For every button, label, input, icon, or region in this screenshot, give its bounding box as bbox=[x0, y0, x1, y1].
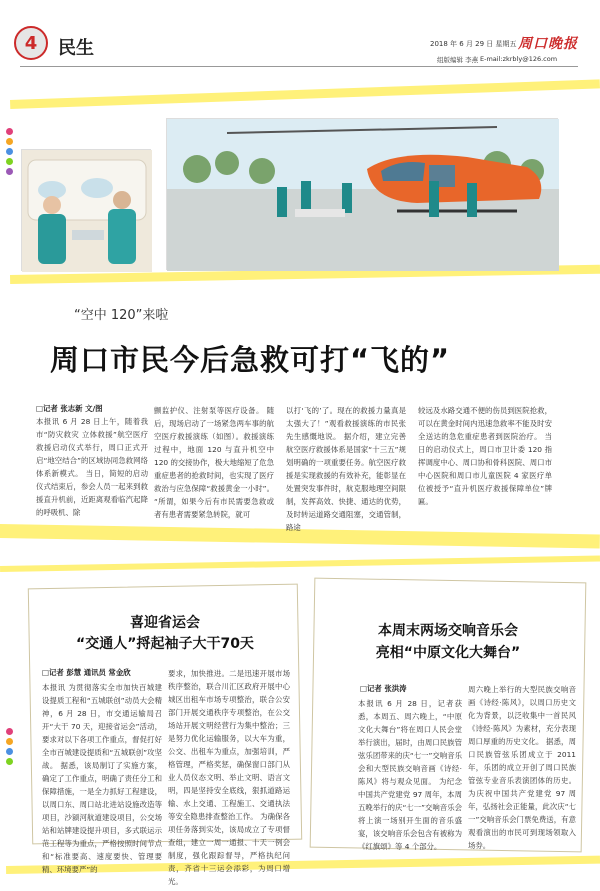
right-headline-line1: 本周末两场交响音乐会 bbox=[378, 623, 518, 639]
decorative-stripe bbox=[10, 79, 600, 109]
contact-email: E-mail:zkrbly@126.com bbox=[480, 55, 558, 63]
main-byline: □记者 张志新 文/图 bbox=[36, 404, 103, 413]
editor-credit: 组版编辑 李燕 bbox=[437, 56, 479, 64]
main-headline: 周口市民今后急救可打“飞的” bbox=[50, 343, 451, 377]
photo-medics-in-cabin bbox=[21, 149, 151, 271]
newspaper-logo: 周口晚报 bbox=[518, 36, 578, 52]
decorative-dot bbox=[6, 738, 13, 745]
right-byline: □记者 张洪涛 bbox=[360, 684, 407, 693]
decorative-dot bbox=[6, 728, 13, 735]
decorative-dot bbox=[6, 158, 13, 165]
main-column-1: 本报讯 6 月 28 日上午，随着我市“防灾救灾 立体救援”航空医疗救援启动仪式举行，周口正式开启“地空结合”的区域协同急救网络体系新模式。 当日，简短的启动仪式结束后，参会人员一起来到救援直升机前，近距离观看临汽起降的呼吸机、除 bbox=[36, 417, 148, 517]
left-column-1: 本报讯 为贯彻落实全市加快百城建设提质工程和“五城联创”动员大会精神，6 月 28 日，市交通运输局召开“大干 70 天，迎接省运会”活动，要求对以下各项工作重点，督促打好全市百城建设提质和“五城联创”攻坚战。 据悉，该局制订了实施方案，确定了工作重点，明确了责任分工和保障措施，一是全力抓好工程建设，以周口东、周口站北进站设施改造等项目，沙颍河航道建设项目，公交场站和站牌建设提升项目，多式联运示范工程等为重点，严格按照时间节点和“标准要高、速度要快、管理要精、环境要严”的 bbox=[42, 683, 162, 874]
decorative-dot bbox=[6, 758, 13, 765]
left-headline-line2: “交通人”捋起袖子大干70天 bbox=[76, 636, 254, 652]
decorative-dot bbox=[6, 748, 13, 755]
decorative-dot bbox=[6, 138, 13, 145]
decorative-dot bbox=[6, 128, 13, 135]
decorative-stripe bbox=[0, 556, 600, 572]
decorative-dot bbox=[6, 168, 13, 175]
page-number-badge bbox=[14, 26, 48, 60]
left-headline-line1: 喜迎省运会 bbox=[130, 615, 200, 631]
decorative-dot bbox=[6, 148, 13, 155]
header-divider bbox=[20, 66, 578, 67]
page-number: 4 bbox=[24, 32, 38, 54]
main-column-4: 较远及水路交通不便的伤员到医院抢救，可以在黄金时间内迅速急救率不能及时安全送达的急危重症患者到医院治疗。 当日的启动仪式上，周口市卫计委 120 指挥调度中心、周口协和骨科医院、周口市中心医院和周口市儿童医院 4 家医疗单位被授予“直升机医疗救援保障单位”牌匾。 bbox=[418, 406, 552, 506]
story-kicker: “空中 120”来啦 bbox=[74, 308, 169, 323]
right-headline-line2: 亮相“中原文化大舞台” bbox=[375, 645, 521, 661]
left-column-2: 要求，加快推进。二是迅速开展市场秩序整治，联合川汇区政府开展中心城区出租车市场专项整治，联合公安部门开展交通秩序专项整治，在公交场站开展文明经营行为集中整治；三是努力优化运输服务，以大车为重，公交、出租车为重点，加强培训，严格管理，严格奖惩，确保窗口部门从业人员仪态文明、举止文明、语言文明，四是坚持安全底线，狠抓道路运输、水上交通、工程施工、交通执法等安全隐患排查整治工作。 为确保各项任务落到实处，该局成立了专项督查组，建立一周一通报、十天一例会制度，强化跟踪督导，严格执纪问责，齐省十三运会添彩，为周口增光。 bbox=[168, 669, 290, 886]
section-title: 民生 bbox=[58, 38, 94, 59]
main-column-2: 颤监护仪、注射泵等医疗设备。 随后，现场启动了一场紧急两车事的航空医疗救援演练（如图）。救援演练过程中，地面 120 与直升机空中 120 的交接协作，极大地缩短了危急重症患者的抢救时间，也实现了医疗救治与应急保障“救援黄金一小时”。 “所谓，如果今后有市民需要急救或者有患者需要紧急转院，就可 bbox=[154, 406, 274, 519]
left-byline: □记者 彭慧 通讯员 常金欣 bbox=[42, 668, 131, 677]
main-column-3: 以打‘飞的’了。现在的救援力量真是太强大了！”观看救援演练的市民张先生感慨地说。 据介绍，建立完善航空医疗救援体系是国家“十三五”规划明确的一项重要任务。航空医疗救援是实现救援的有效补充，能彰显在处置突发事件时，航克服地理空间限制，发挥高效、快捷、通达的优势，及时转运道路交通阻塞，交通管制，路途 bbox=[286, 406, 406, 532]
right-column-2: 周六晚上举行的大型民族交响音画《诗经·陈风》，以周口历史文化为背景，以泛收集中一首民风《诗经·陈风》为素材，充分表现周口厚重的历史文化。 据悉，周口民族管弦乐团成立于 2011 年，乐团的成立开创了周口民族管弦专业音乐表演团体的历史。为庆祝中国共产党建党 97 周年，弘扬社会正能量，此次庆“七一”交响音乐会门票免费送，有意观看演出的市民可到现场领取入场券。 bbox=[468, 685, 576, 850]
right-column-1: 本报讯 6 月 28 日，记者获悉，本周五、周六晚上，“中原文化大舞台”将在周口人民会堂举行演出，届时，由周口民族管弦乐团带来的庆“七一”交响音乐会和大型民族交响音画《诗经·陈风》将与观众见面。 为纪念中国共产党建党 97 周年，本周五晚举行的庆“七一”交响音乐会将上演一场别开生面的音乐盛宴，该交响音乐会包含有被称为《红旗颂》等 4 个部分。 bbox=[358, 699, 462, 851]
photo-helicopter-rescue-drill bbox=[166, 118, 558, 270]
issue-date: 2018 年 6 月 29 日 星期五 bbox=[430, 40, 517, 48]
